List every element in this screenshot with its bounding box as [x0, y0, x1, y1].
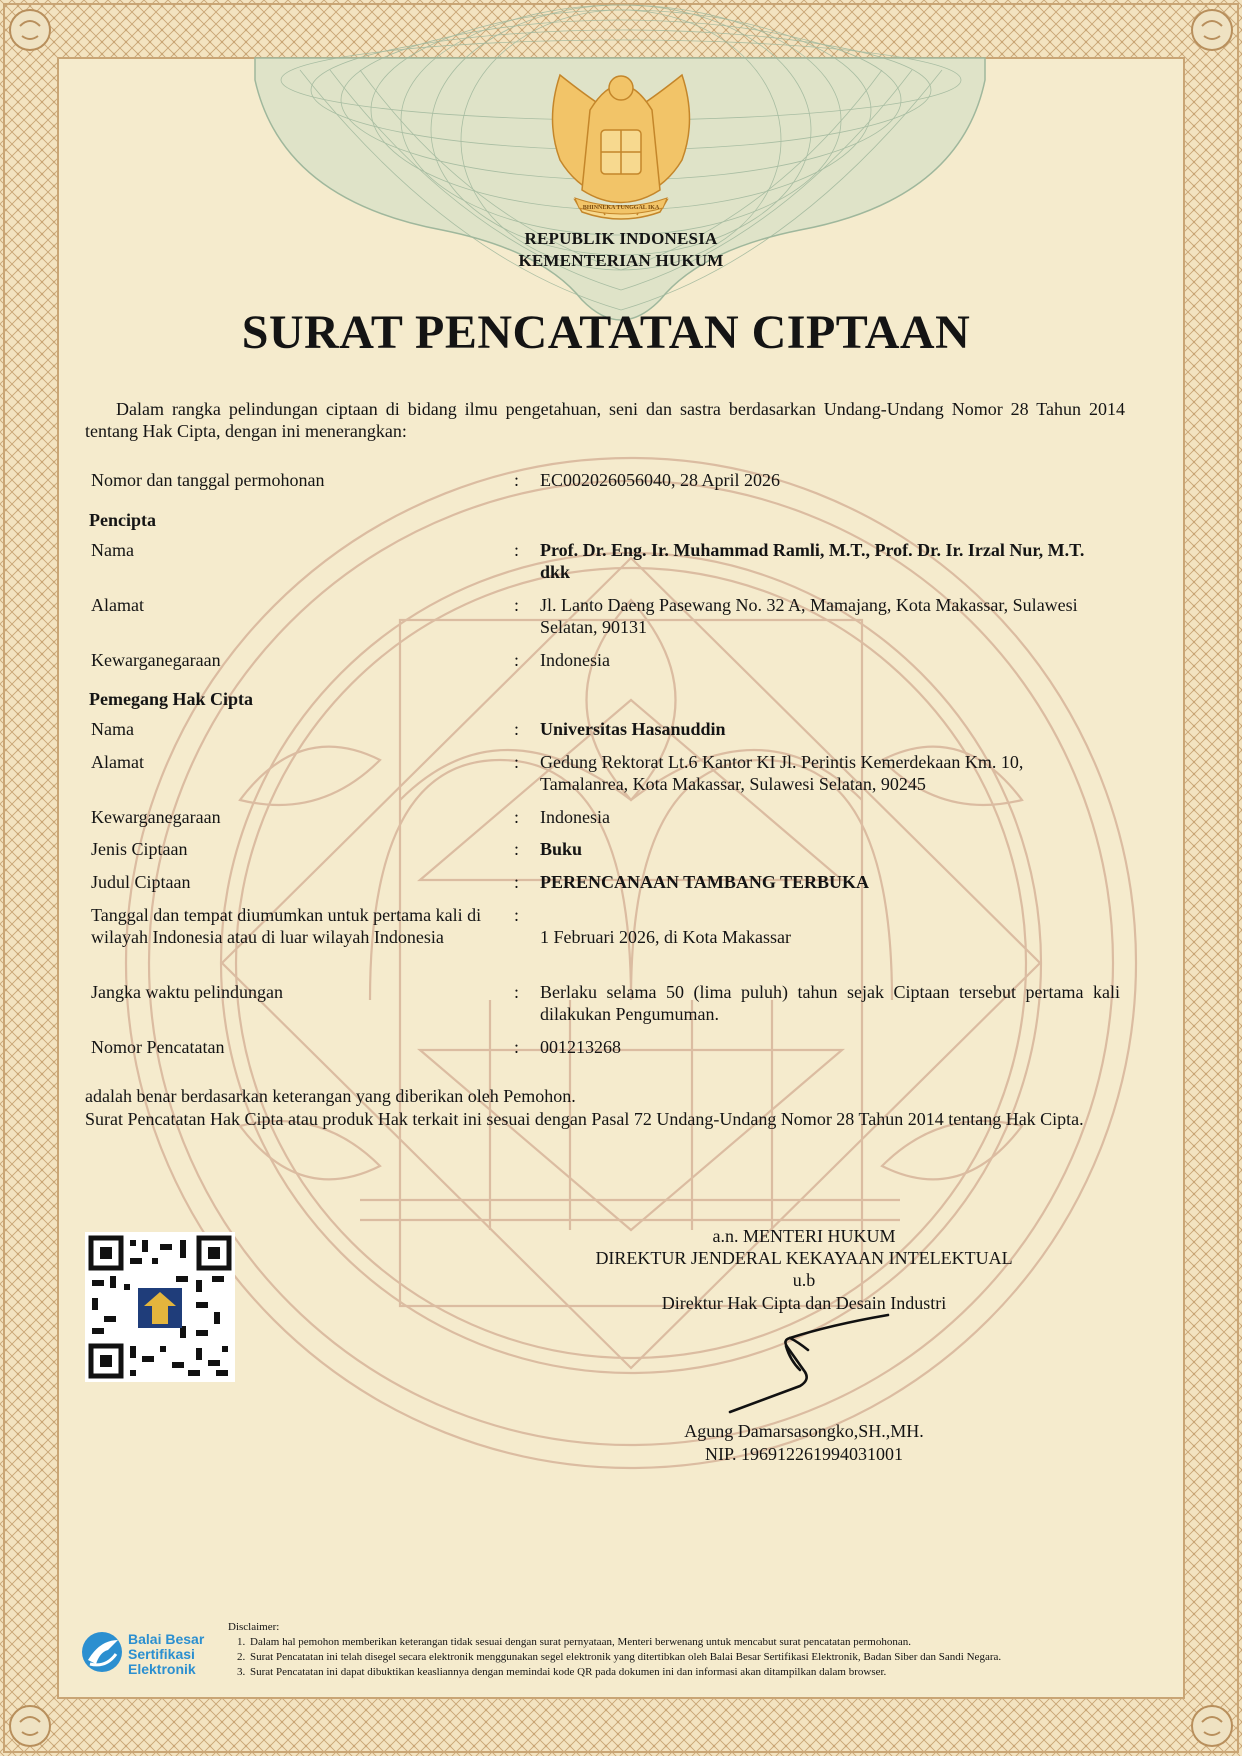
creator-heading: Pencipta	[89, 510, 156, 530]
colon: :	[514, 839, 520, 859]
application-value: EC002026056040, 28 April 2026	[540, 470, 781, 490]
disclaimer	[228, 1620, 1188, 1680]
creator-citizenship-label: Kewarganegaraan	[91, 650, 221, 670]
ub-line: u.b	[792, 1270, 816, 1290]
publication-label: Tanggal dan tempat diumumkan untuk pertama kali di wilayah Indonesia atau di luar wilayah Indonesia	[91, 905, 482, 947]
disclaimer-list	[228, 1635, 1188, 1680]
bsre-logo-icon	[82, 1632, 122, 1672]
bsre-logo-line: Balai Besar	[128, 1631, 205, 1647]
bsre-logo-line: Sertifikasi	[128, 1646, 195, 1662]
record-number-value: 001213268	[540, 1037, 621, 1057]
protection-value: Berlaku selama 50 (lima puluh) tahun sejak Ciptaan tersebut pertama kali dilakukan Pengumuman.	[540, 982, 1120, 1024]
colon: :	[514, 719, 520, 739]
disclaimer-item: 2. Surat Pencatatan ini telah disegel secara elektronik menggunakan segel elektronik yang ditertibkan oleh Balai Besar Sertifikasi Elektronik, Badan Siber dan Sandi Negara.	[248, 1650, 1188, 1665]
emblem-motto-ribbon	[571, 190, 671, 216]
directorate-line: DIREKTUR JENDERAL KEKAYAAN INTELEKTUAL	[595, 1248, 1013, 1268]
holder-name-value: Universitas Hasanuddin	[540, 719, 726, 739]
creator-address-label: Alamat	[91, 595, 144, 615]
emblem-motto: BHINNEKA TUNGGAL IKA	[582, 205, 660, 211]
colon: :	[514, 595, 520, 615]
creator-address-value: Jl. Lanto Daeng Pasewang No. 32 A, Mamajang, Kota Makassar, Sulawesi Selatan, 90131	[540, 595, 1078, 637]
holder-citizenship-label: Kewarganegaraan	[91, 807, 221, 827]
bsre-logo-line: Elektronik	[128, 1661, 196, 1677]
disclaimer-item: 1. Dalam hal pemohon memberikan keterangan tidak sesuai dengan surat pernyataan, Menteri berwenang untuk mencabut surat pencatatan permohonan.	[248, 1635, 1188, 1650]
disclaimer-heading: Disclaimer:	[228, 1621, 280, 1633]
application-label: Nomor dan tanggal permohonan	[91, 470, 325, 490]
colon: :	[514, 807, 520, 827]
intro-paragraph: Dalam rangka pelindungan ciptaan di bidang ilmu pengetahuan, seni dan sastra berdasarkan Undang-Undang Nomor 28 Tahun 2014 tentang Hak Cipta, dengan ini menerangkan:	[85, 399, 1125, 441]
signer-name: Agung Damarsasongko,SH.,MH.	[684, 1421, 924, 1441]
bsre-logo	[128, 1632, 204, 1677]
work-title-label: Judul Ciptaan	[91, 872, 191, 892]
holder-address-label: Alamat	[91, 752, 144, 772]
work-title-value: PERENCANAAN TAMBANG TERBUKA	[540, 872, 870, 892]
ministry-name: KEMENTERIAN HUKUM	[518, 251, 724, 270]
signer-nip: NIP. 196912261994031001	[704, 1444, 903, 1464]
creator-name-label: Nama	[91, 540, 134, 560]
publication-value: 1 Februari 2026, di Kota Makassar	[540, 927, 791, 947]
holder-citizenship-value: Indonesia	[540, 807, 610, 827]
holder-address-value: Gedung Rektorat Lt.6 Kantor KI Jl. Perintis Kemerdekaan Km. 10, Tamalanrea, Kota Makassar, Sulawesi Selatan, 90245	[540, 752, 1024, 794]
country-name: REPUBLIK INDONESIA	[524, 229, 718, 248]
work-type-value: Buku	[540, 839, 583, 859]
closing-statement-2: Surat Pencatatan Hak Cipta atau produk Hak terkait ini sesuai dengan Pasal 72 Undang-Undang Nomor 28 Tahun 2014 tentang Hak Cipta.	[85, 1109, 1084, 1129]
qr-code	[85, 1232, 235, 1382]
document-title: SURAT PENCATATAN CIPTAAN	[241, 306, 971, 359]
creator-citizenship-value: Indonesia	[540, 650, 610, 670]
on-behalf-line: a.n. MENTERI HUKUM	[712, 1226, 896, 1246]
holder-heading: Pemegang Hak Cipta	[89, 689, 253, 709]
colon: :	[514, 982, 520, 1002]
colon: :	[514, 470, 520, 490]
work-type-label: Jenis Ciptaan	[91, 839, 188, 859]
record-number-label: Nomor Pencatatan	[91, 1037, 225, 1057]
colon: :	[514, 650, 520, 670]
colon: :	[514, 872, 520, 892]
colon: :	[514, 905, 520, 925]
colon: :	[514, 540, 520, 560]
creator-name-value: Prof. Dr. Eng. Ir. Muhammad Ramli, M.T., Prof. Dr. Ir. Irzal Nur, M.T. dkk	[540, 540, 1085, 582]
disclaimer-item: 3. Surat Pencatatan ini dapat dibuktikan keasliannya dengan memindai kode QR pada dokumen ini dan informasi akan ditampilkan dalam browser.	[248, 1665, 1188, 1680]
protection-label: Jangka waktu pelindungan	[91, 982, 283, 1002]
holder-name-label: Nama	[91, 719, 134, 739]
director-title: Direktur Hak Cipta dan Desain Industri	[661, 1293, 947, 1313]
closing-statement-1: adalah benar berdasarkan keterangan yang diberikan oleh Pemohon.	[85, 1086, 576, 1106]
colon: :	[514, 1037, 520, 1057]
colon: :	[514, 752, 520, 772]
